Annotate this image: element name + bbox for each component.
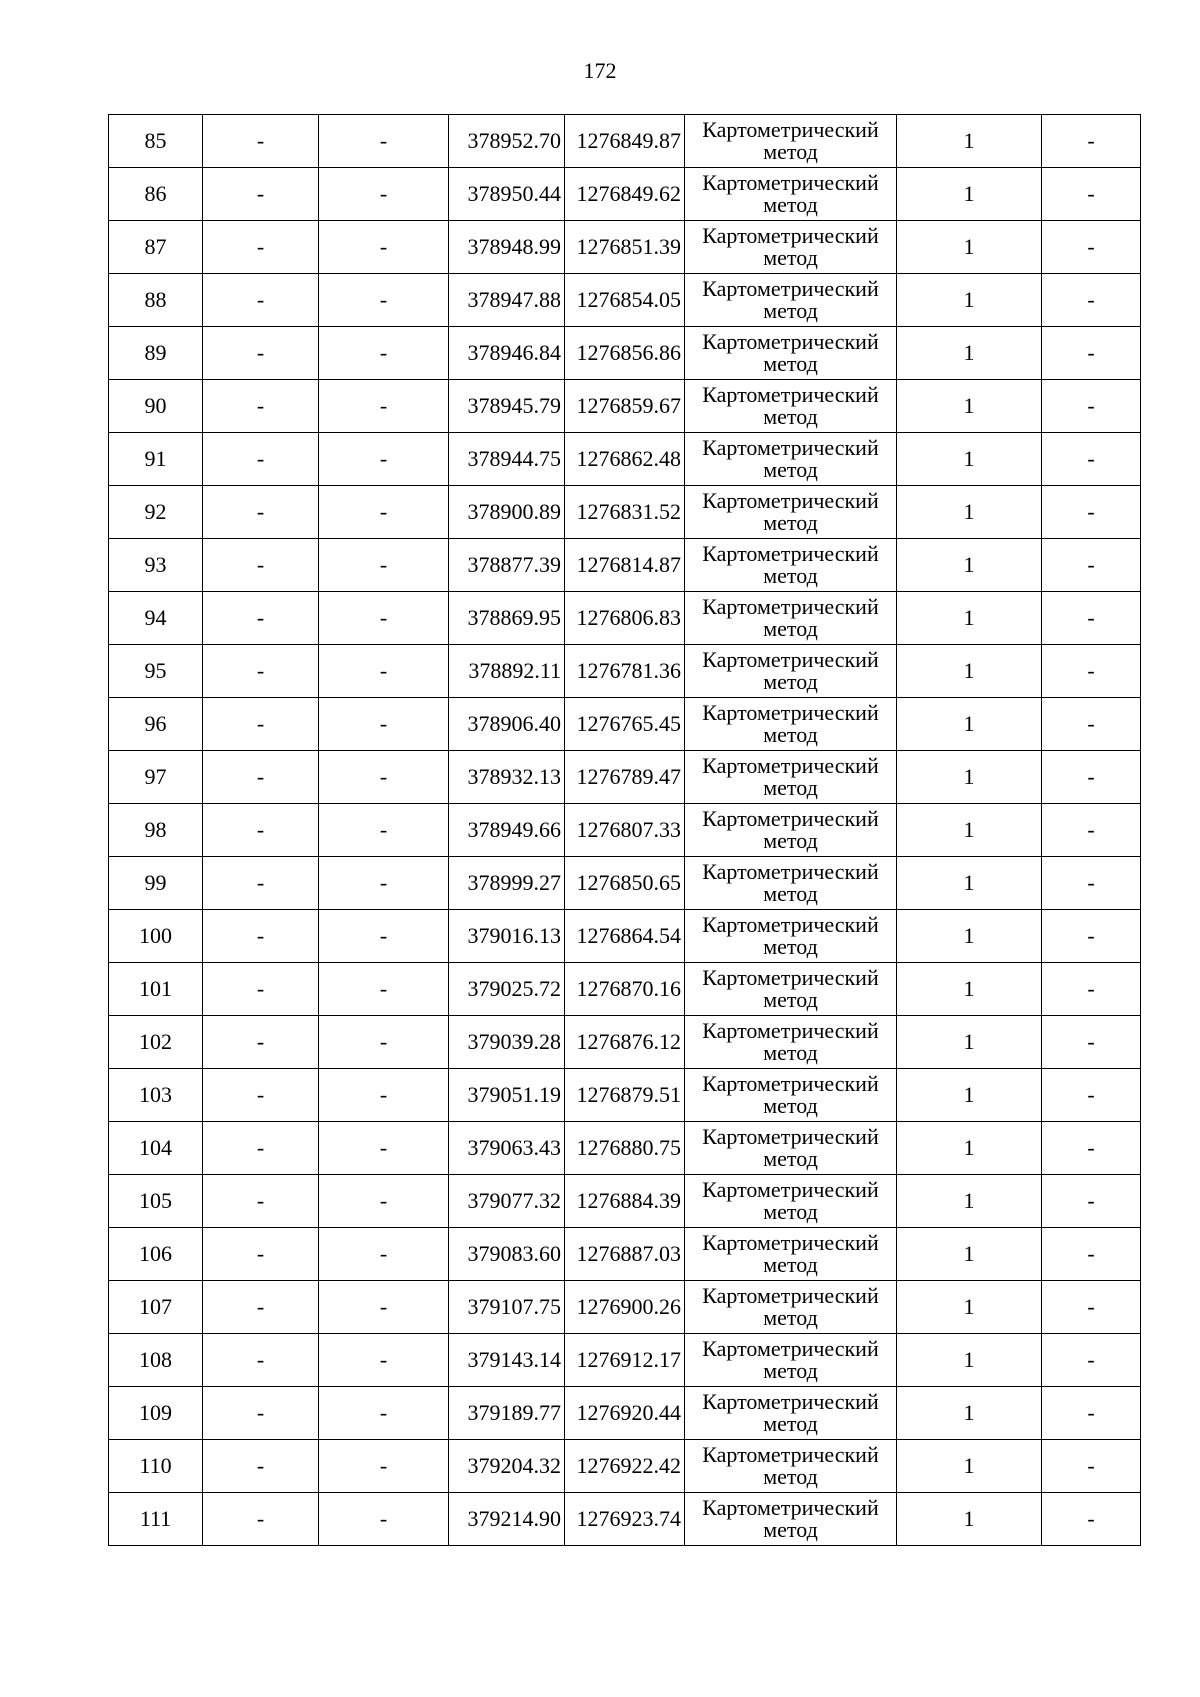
x-coordinate-cell: 378900.89 (449, 486, 565, 539)
table-row (109, 1175, 1141, 1228)
method-cell (685, 1122, 897, 1175)
method-cell (685, 804, 897, 857)
method-text: Картометрический метод (702, 859, 879, 906)
y-coordinate-cell: 1276856.86 (565, 327, 685, 380)
method-text: Картометрический метод (702, 1018, 879, 1065)
empty-cell: - (319, 804, 449, 857)
empty-cell: - (319, 115, 449, 168)
x-coordinate-cell: 379063.43 (449, 1122, 565, 1175)
point-number-cell: 96 (109, 698, 203, 751)
description-cell: - (1042, 433, 1141, 486)
accuracy-cell: 1 (897, 1175, 1042, 1228)
accuracy-cell: 1 (897, 698, 1042, 751)
accuracy-cell: 1 (897, 380, 1042, 433)
description-cell: - (1042, 698, 1141, 751)
empty-cell: - (203, 380, 319, 433)
empty-cell: - (203, 221, 319, 274)
y-coordinate-cell: 1276807.33 (565, 804, 685, 857)
empty-cell: - (319, 1334, 449, 1387)
y-coordinate-cell: 1276789.47 (565, 751, 685, 804)
method-text: Картометрический метод (702, 541, 879, 588)
point-number-cell: 98 (109, 804, 203, 857)
accuracy-cell: 1 (897, 592, 1042, 645)
description-cell: - (1042, 751, 1141, 804)
table-row (109, 115, 1141, 168)
empty-cell: - (203, 698, 319, 751)
table-row (109, 327, 1141, 380)
table-row (109, 1016, 1141, 1069)
method-cell (685, 433, 897, 486)
point-number-cell: 93 (109, 539, 203, 592)
method-cell (685, 1016, 897, 1069)
table-row (109, 486, 1141, 539)
method-text: Картометрический метод (702, 1071, 879, 1118)
x-coordinate-cell: 378999.27 (449, 857, 565, 910)
accuracy-cell: 1 (897, 1493, 1042, 1546)
empty-cell: - (203, 1493, 319, 1546)
method-text: Картометрический метод (702, 435, 879, 482)
empty-cell: - (319, 486, 449, 539)
empty-cell: - (319, 539, 449, 592)
method-cell (685, 539, 897, 592)
x-coordinate-cell: 378932.13 (449, 751, 565, 804)
method-text: Картометрический метод (702, 276, 879, 323)
method-cell (685, 168, 897, 221)
empty-cell: - (203, 804, 319, 857)
method-text: Картометрический метод (702, 753, 879, 800)
y-coordinate-cell: 1276862.48 (565, 433, 685, 486)
y-coordinate-cell: 1276922.42 (565, 1440, 685, 1493)
method-cell (685, 751, 897, 804)
description-cell: - (1042, 1493, 1141, 1546)
table-row (109, 168, 1141, 221)
x-coordinate-cell: 378877.39 (449, 539, 565, 592)
empty-cell: - (203, 327, 319, 380)
method-cell (685, 592, 897, 645)
method-text: Картометрический метод (702, 1283, 879, 1330)
table-row (109, 857, 1141, 910)
method-cell (685, 327, 897, 380)
method-cell (685, 910, 897, 963)
x-coordinate-cell: 378945.79 (449, 380, 565, 433)
y-coordinate-cell: 1276884.39 (565, 1175, 685, 1228)
description-cell: - (1042, 1175, 1141, 1228)
table-body (109, 115, 1141, 1546)
x-coordinate-cell: 379204.32 (449, 1440, 565, 1493)
empty-cell: - (203, 1069, 319, 1122)
y-coordinate-cell: 1276876.12 (565, 1016, 685, 1069)
description-cell: - (1042, 1228, 1141, 1281)
accuracy-cell: 1 (897, 1440, 1042, 1493)
description-cell: - (1042, 910, 1141, 963)
y-coordinate-cell: 1276880.75 (565, 1122, 685, 1175)
point-number-cell: 111 (109, 1493, 203, 1546)
description-cell: - (1042, 380, 1141, 433)
point-number-cell: 92 (109, 486, 203, 539)
empty-cell: - (203, 115, 319, 168)
x-coordinate-cell: 378947.88 (449, 274, 565, 327)
method-cell (685, 645, 897, 698)
empty-cell: - (319, 645, 449, 698)
point-number-cell: 86 (109, 168, 203, 221)
empty-cell: - (203, 486, 319, 539)
table-row (109, 1334, 1141, 1387)
accuracy-cell: 1 (897, 645, 1042, 698)
table-row (109, 221, 1141, 274)
empty-cell: - (203, 1175, 319, 1228)
method-cell (685, 857, 897, 910)
x-coordinate-cell: 378948.99 (449, 221, 565, 274)
accuracy-cell: 1 (897, 115, 1042, 168)
accuracy-cell: 1 (897, 1122, 1042, 1175)
table-row (109, 1122, 1141, 1175)
x-coordinate-cell: 378950.44 (449, 168, 565, 221)
point-number-cell: 104 (109, 1122, 203, 1175)
empty-cell: - (319, 592, 449, 645)
x-coordinate-cell: 378892.11 (449, 645, 565, 698)
point-number-cell: 107 (109, 1281, 203, 1334)
empty-cell: - (203, 1228, 319, 1281)
method-text: Картометрический метод (702, 382, 879, 429)
point-number-cell: 95 (109, 645, 203, 698)
x-coordinate-cell: 378946.84 (449, 327, 565, 380)
table-row (109, 804, 1141, 857)
description-cell: - (1042, 592, 1141, 645)
accuracy-cell: 1 (897, 1228, 1042, 1281)
accuracy-cell: 1 (897, 963, 1042, 1016)
empty-cell: - (319, 698, 449, 751)
x-coordinate-cell: 379077.32 (449, 1175, 565, 1228)
description-cell: - (1042, 327, 1141, 380)
empty-cell: - (319, 1016, 449, 1069)
point-number-cell: 100 (109, 910, 203, 963)
x-coordinate-cell: 378949.66 (449, 804, 565, 857)
description-cell: - (1042, 1440, 1141, 1493)
accuracy-cell: 1 (897, 857, 1042, 910)
method-cell (685, 1069, 897, 1122)
empty-cell: - (203, 645, 319, 698)
description-cell: - (1042, 1069, 1141, 1122)
description-cell: - (1042, 1334, 1141, 1387)
y-coordinate-cell: 1276923.74 (565, 1493, 685, 1546)
empty-cell: - (203, 592, 319, 645)
point-number-cell: 103 (109, 1069, 203, 1122)
x-coordinate-cell: 379189.77 (449, 1387, 565, 1440)
empty-cell: - (319, 910, 449, 963)
y-coordinate-cell: 1276864.54 (565, 910, 685, 963)
method-cell (685, 698, 897, 751)
accuracy-cell: 1 (897, 751, 1042, 804)
method-cell (685, 1334, 897, 1387)
accuracy-cell: 1 (897, 539, 1042, 592)
method-text: Картометрический метод (702, 1495, 879, 1542)
empty-cell: - (203, 1016, 319, 1069)
method-cell (685, 963, 897, 1016)
accuracy-cell: 1 (897, 486, 1042, 539)
empty-cell: - (319, 380, 449, 433)
table-row (109, 1387, 1141, 1440)
point-number-cell: 90 (109, 380, 203, 433)
point-number-cell: 97 (109, 751, 203, 804)
coordinates-table (108, 114, 1141, 1546)
accuracy-cell: 1 (897, 274, 1042, 327)
method-text: Картометрический метод (702, 647, 879, 694)
x-coordinate-cell: 379083.60 (449, 1228, 565, 1281)
method-cell (685, 1440, 897, 1493)
table-row (109, 380, 1141, 433)
method-cell (685, 1387, 897, 1440)
empty-cell: - (203, 274, 319, 327)
method-cell (685, 115, 897, 168)
empty-cell: - (203, 1281, 319, 1334)
y-coordinate-cell: 1276879.51 (565, 1069, 685, 1122)
empty-cell: - (319, 1440, 449, 1493)
table-row (109, 1440, 1141, 1493)
table-row (109, 274, 1141, 327)
accuracy-cell: 1 (897, 1334, 1042, 1387)
description-cell: - (1042, 486, 1141, 539)
y-coordinate-cell: 1276854.05 (565, 274, 685, 327)
method-cell (685, 1175, 897, 1228)
method-text: Картометрический метод (702, 965, 879, 1012)
point-number-cell: 108 (109, 1334, 203, 1387)
empty-cell: - (319, 963, 449, 1016)
method-cell (685, 380, 897, 433)
table-row (109, 433, 1141, 486)
x-coordinate-cell: 378906.40 (449, 698, 565, 751)
table-row (109, 539, 1141, 592)
y-coordinate-cell: 1276781.36 (565, 645, 685, 698)
y-coordinate-cell: 1276887.03 (565, 1228, 685, 1281)
method-text: Картометрический метод (702, 223, 879, 270)
point-number-cell: 110 (109, 1440, 203, 1493)
y-coordinate-cell: 1276900.26 (565, 1281, 685, 1334)
empty-cell: - (319, 274, 449, 327)
x-coordinate-cell: 378944.75 (449, 433, 565, 486)
method-text: Картометрический метод (702, 117, 879, 164)
method-cell (685, 221, 897, 274)
method-text: Картометрический метод (702, 912, 879, 959)
x-coordinate-cell: 378869.95 (449, 592, 565, 645)
method-cell (685, 1228, 897, 1281)
empty-cell: - (203, 751, 319, 804)
empty-cell: - (319, 168, 449, 221)
description-cell: - (1042, 539, 1141, 592)
table-row (109, 698, 1141, 751)
table-row (109, 1281, 1141, 1334)
point-number-cell: 101 (109, 963, 203, 1016)
empty-cell: - (203, 1334, 319, 1387)
description-cell: - (1042, 221, 1141, 274)
empty-cell: - (203, 1440, 319, 1493)
method-cell (685, 486, 897, 539)
method-text: Картометрический метод (702, 700, 879, 747)
description-cell: - (1042, 1122, 1141, 1175)
accuracy-cell: 1 (897, 1069, 1042, 1122)
y-coordinate-cell: 1276814.87 (565, 539, 685, 592)
x-coordinate-cell: 379016.13 (449, 910, 565, 963)
table-row (109, 1228, 1141, 1281)
point-number-cell: 94 (109, 592, 203, 645)
point-number-cell: 109 (109, 1387, 203, 1440)
method-text: Картометрический метод (702, 806, 879, 853)
description-cell: - (1042, 274, 1141, 327)
description-cell: - (1042, 645, 1141, 698)
description-cell: - (1042, 1387, 1141, 1440)
x-coordinate-cell: 379039.28 (449, 1016, 565, 1069)
empty-cell: - (319, 1122, 449, 1175)
x-coordinate-cell: 379214.90 (449, 1493, 565, 1546)
page-number: 172 (583, 58, 617, 83)
y-coordinate-cell: 1276851.39 (565, 221, 685, 274)
empty-cell: - (203, 433, 319, 486)
empty-cell: - (203, 1122, 319, 1175)
accuracy-cell: 1 (897, 433, 1042, 486)
empty-cell: - (319, 433, 449, 486)
accuracy-cell: 1 (897, 1387, 1042, 1440)
description-cell: - (1042, 168, 1141, 221)
y-coordinate-cell: 1276850.65 (565, 857, 685, 910)
description-cell: - (1042, 1016, 1141, 1069)
method-text: Картометрический метод (702, 1177, 879, 1224)
empty-cell: - (319, 1069, 449, 1122)
point-number-cell: 88 (109, 274, 203, 327)
method-text: Картометрический метод (702, 1230, 879, 1277)
point-number-cell: 102 (109, 1016, 203, 1069)
accuracy-cell: 1 (897, 327, 1042, 380)
empty-cell: - (203, 539, 319, 592)
y-coordinate-cell: 1276870.16 (565, 963, 685, 1016)
description-cell: - (1042, 963, 1141, 1016)
empty-cell: - (319, 751, 449, 804)
y-coordinate-cell: 1276765.45 (565, 698, 685, 751)
empty-cell: - (203, 857, 319, 910)
method-text: Картометрический метод (702, 1442, 879, 1489)
y-coordinate-cell: 1276849.87 (565, 115, 685, 168)
method-cell (685, 1281, 897, 1334)
table-row (109, 1069, 1141, 1122)
accuracy-cell: 1 (897, 910, 1042, 963)
method-text: Картометрический метод (702, 329, 879, 376)
empty-cell: - (319, 1175, 449, 1228)
point-number-cell: 85 (109, 115, 203, 168)
empty-cell: - (319, 857, 449, 910)
empty-cell: - (319, 1387, 449, 1440)
x-coordinate-cell: 379107.75 (449, 1281, 565, 1334)
empty-cell: - (203, 168, 319, 221)
empty-cell: - (203, 1387, 319, 1440)
x-coordinate-cell: 379051.19 (449, 1069, 565, 1122)
point-number-cell: 106 (109, 1228, 203, 1281)
method-text: Картометрический метод (702, 1336, 879, 1383)
y-coordinate-cell: 1276920.44 (565, 1387, 685, 1440)
description-cell: - (1042, 1281, 1141, 1334)
accuracy-cell: 1 (897, 221, 1042, 274)
accuracy-cell: 1 (897, 1016, 1042, 1069)
y-coordinate-cell: 1276859.67 (565, 380, 685, 433)
method-text: Картометрический метод (702, 170, 879, 217)
x-coordinate-cell: 379025.72 (449, 963, 565, 1016)
x-coordinate-cell: 378952.70 (449, 115, 565, 168)
method-text: Картометрический метод (702, 1389, 879, 1436)
empty-cell: - (319, 1228, 449, 1281)
empty-cell: - (319, 221, 449, 274)
table-row (109, 751, 1141, 804)
accuracy-cell: 1 (897, 168, 1042, 221)
table-row (109, 910, 1141, 963)
x-coordinate-cell: 379143.14 (449, 1334, 565, 1387)
accuracy-cell: 1 (897, 1281, 1042, 1334)
point-number-cell: 89 (109, 327, 203, 380)
method-text: Картометрический метод (702, 488, 879, 535)
empty-cell: - (319, 1281, 449, 1334)
description-cell: - (1042, 115, 1141, 168)
empty-cell: - (319, 327, 449, 380)
empty-cell: - (203, 910, 319, 963)
method-text: Картометрический метод (702, 594, 879, 641)
point-number-cell: 87 (109, 221, 203, 274)
y-coordinate-cell: 1276806.83 (565, 592, 685, 645)
method-cell (685, 274, 897, 327)
empty-cell: - (319, 1493, 449, 1546)
description-cell: - (1042, 804, 1141, 857)
point-number-cell: 105 (109, 1175, 203, 1228)
method-text: Картометрический метод (702, 1124, 879, 1171)
point-number-cell: 99 (109, 857, 203, 910)
y-coordinate-cell: 1276831.52 (565, 486, 685, 539)
point-number-cell: 91 (109, 433, 203, 486)
accuracy-cell: 1 (897, 804, 1042, 857)
y-coordinate-cell: 1276912.17 (565, 1334, 685, 1387)
table-row (109, 645, 1141, 698)
description-cell: - (1042, 857, 1141, 910)
y-coordinate-cell: 1276849.62 (565, 168, 685, 221)
table-row (109, 1493, 1141, 1546)
method-cell (685, 1493, 897, 1546)
empty-cell: - (203, 963, 319, 1016)
table-row (109, 963, 1141, 1016)
table-row (109, 592, 1141, 645)
